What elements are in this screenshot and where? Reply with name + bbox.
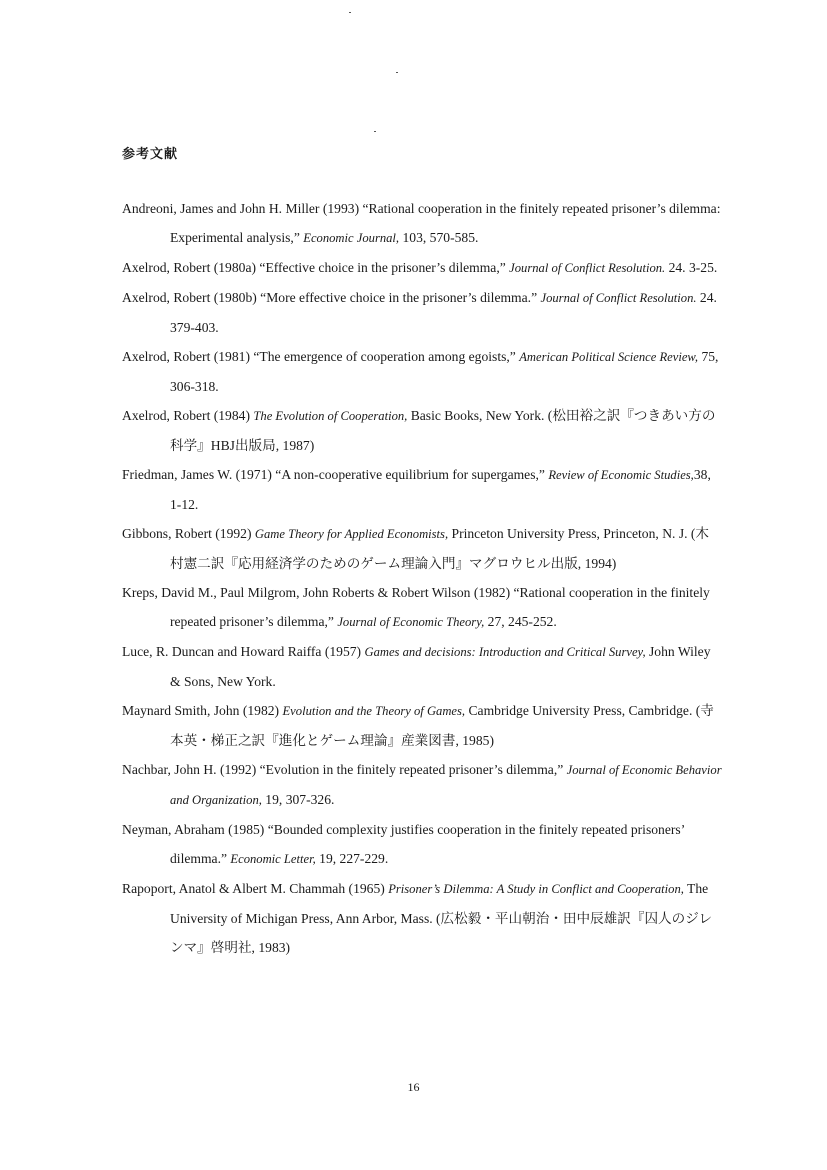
reference-entry: Rapoport, Anatol & Albert M. Chammah (1965) Prisoner’s Dilemma: A Study in Conflict and Cooperation, The University of Michigan Press, Ann Arbor, Mass. (広松毅・平山朝治・田中辰雄訳『囚人のジレンマ』啓明社, 1983): [122, 881, 713, 955]
scan-speck: [396, 72, 398, 73]
reference-entry: Luce, R. Duncan and Howard Raiffa (1957) Games and decisions: Introduction and Critical Survey, John Wiley & Sons, New York.: [122, 644, 711, 689]
section-heading: 参考文献: [122, 147, 179, 162]
reference-entry: Kreps, David M., Paul Milgrom, John Roberts & Robert Wilson (1982) “Rational cooperation in the finitely repeated prisoner’s dilemma,” Journal of Economic Theory, 27, 245-252.: [122, 585, 710, 629]
reference-entry: Gibbons, Robert (1992) Game Theory for Applied Economists, Princeton University Press, Princeton, N. J. (木村憲二訳『応用経済学のためのゲーム理論入門』マグロウヒル出版, 1994): [122, 526, 710, 571]
reference-entry: Friedman, James W. (1971) “A non-cooperative equilibrium for supergames,” Review of Economic Studies,38, 1-12.: [122, 467, 711, 512]
reference-entry: Axelrod, Robert (1980a) “Effective choice in the prisoner’s dilemma,” Journal of Conflict Resolution. 24. 3-25.: [122, 260, 718, 275]
page-number: 16: [407, 1080, 420, 1094]
reference-entry: Axelrod, Robert (1984) The Evolution of Cooperation, Basic Books, New York. (松田裕之訳『つきあい方の科学』HBJ出版局, 1987): [122, 408, 716, 453]
scan-speck: [349, 12, 351, 13]
reference-entry: Nachbar, John H. (1992) “Evolution in the finitely repeated prisoner’s dilemma,” Journal of Economic Behavior and Organization, 19, 307-326.: [122, 762, 722, 807]
reference-entry: Neyman, Abraham (1985) “Bounded complexity justifies cooperation in the finitely repeated prisoners’ dilemma.” Economic Letter, 19, 227-229.: [122, 822, 685, 866]
reference-entry: Maynard Smith, John (1982) Evolution and the Theory of Games, Cambridge University Press, Cambridge. (寺本英・梯正之訳『進化とゲーム理論』産業図書, 1985): [122, 703, 714, 748]
reference-entry: Axelrod, Robert (1981) “The emergence of cooperation among egoists,” American Political Science Review, 75, 306-318.: [122, 349, 719, 394]
reference-entry: Axelrod, Robert (1980b) “More effective choice in the prisoner’s dilemma.” Journal of Conflict Resolution. 24. 379-403.: [122, 290, 717, 335]
reference-list: [122, 194, 722, 962]
scan-speck: [374, 131, 376, 132]
reference-entry: Andreoni, James and John H. Miller (1993) “Rational cooperation in the finitely repeated prisoner’s dilemma: Experimental analysis,” Economic Journal, 103, 570-585.: [122, 201, 721, 245]
